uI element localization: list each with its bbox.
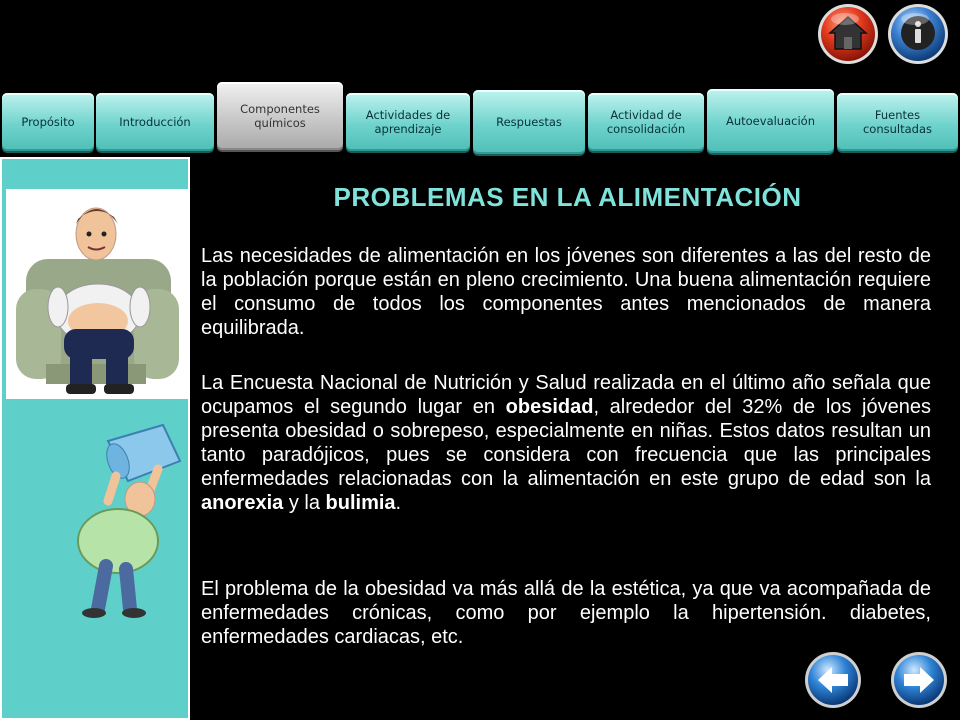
- paragraph-3: El problema de la obesidad va más allá de la estética, ya que va acompañada de enfermedades crónicas, como por ejemplo la hipertensión. diabetes, enfermedades cardiacas, etc.: [201, 578, 931, 648]
- home-button[interactable]: [817, 3, 879, 65]
- tab-autoevaluacion[interactable]: Autoevaluación: [707, 89, 834, 153]
- tab-respuestas[interactable]: Respuestas: [473, 90, 585, 154]
- tab-introduccion[interactable]: Introducción: [96, 93, 214, 151]
- keyword-obesidad: obesidad: [505, 396, 594, 418]
- paragraph-2: La Encuesta Nacional de Nutrición y Salud realizada en el último año señala que ocupamos el segundo lugar en obesidad, alrededor del 32% de los jóvenes presenta obesidad o sobrepeso, especialmente en niñas. Estos datos resultan un tanto paradójicos, pues se considera con frecuencia que las principales enfermedades relacionadas con la alimentación en este grupo de edad son la anorexia y la bulimia.: [201, 372, 931, 514]
- man-in-armchair-illustration: [6, 189, 188, 399]
- tab-proposito[interactable]: Propósito: [2, 93, 94, 151]
- tab-componentes-quimicos[interactable]: Componentes químicos: [217, 82, 343, 150]
- keyword-bulimia: bulimia: [325, 492, 396, 514]
- arrow-right-icon: [890, 651, 948, 709]
- tab-actividad-consolidacion[interactable]: Actividad de consolidación: [588, 93, 704, 151]
- previous-button[interactable]: [804, 651, 862, 709]
- info-button[interactable]: [887, 3, 949, 65]
- info-icon: [887, 3, 949, 65]
- tab-fuentes-consultadas[interactable]: Fuentes consultadas: [837, 93, 958, 151]
- keyword-anorexia: anorexia: [201, 492, 284, 514]
- left-illustration-panel: [0, 157, 190, 720]
- tab-actividades-aprendizaje[interactable]: Actividades de aprendizaje: [346, 93, 470, 151]
- man-drinking-water-jug-illustration: [68, 421, 186, 621]
- page-title: PROBLEMAS EN LA ALIMENTACIÓN: [333, 182, 802, 212]
- next-button[interactable]: [890, 651, 948, 709]
- paragraph-1: Las necesidades de alimentación en los jóvenes son diferentes a las del resto de la población porque están en pleno crecimiento. Una buena alimentación requiere el consumo de todos los componentes antes mencionados de manera equilibrada.: [201, 245, 931, 339]
- arrow-left-icon: [804, 651, 862, 709]
- home-icon: [817, 3, 879, 65]
